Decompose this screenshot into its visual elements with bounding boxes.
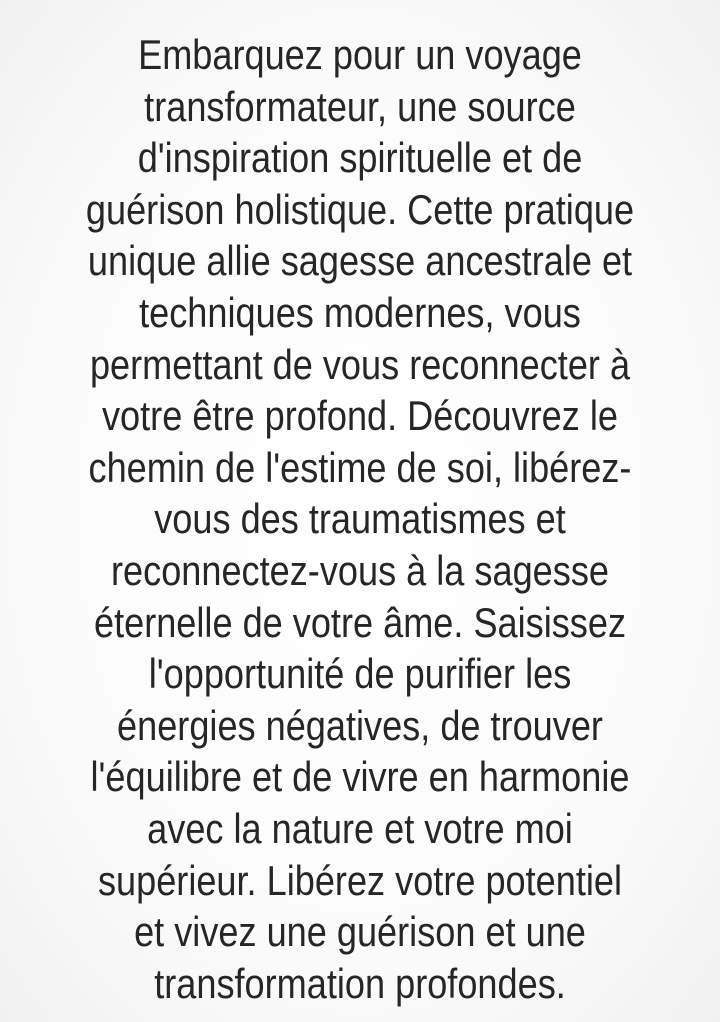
text-line: supérieur. Libérez votre potentiel xyxy=(97,856,623,904)
text-line: l'équilibre et de vivre en harmonie xyxy=(90,753,630,801)
text-line: reconnectez-vous à la sagesse xyxy=(111,546,609,594)
body-paragraph xyxy=(0,29,720,1009)
text-line: vous des traumatismes et xyxy=(154,495,566,543)
text-line: permettant de vous reconnecter à xyxy=(89,340,631,388)
text-line: chemin de l'estime de soi, libérez- xyxy=(88,443,632,491)
text-line: votre être profond. Découvrez le xyxy=(102,392,618,440)
text-line: guérison holistique. Cette pratique xyxy=(85,185,635,233)
text-line: transformation profondes. xyxy=(154,959,566,1007)
text-line: transformateur, une source xyxy=(144,82,576,130)
text-line: l'opportunité de purifier les xyxy=(148,650,572,698)
text-line: d'inspiration spirituelle et de xyxy=(137,134,583,182)
text-line: techniques modernes, vous xyxy=(139,288,581,336)
text-line: avec la nature et votre moi xyxy=(147,804,573,852)
text-line: et vivez une guérison et une xyxy=(134,908,586,956)
text-line: Embarquez pour un voyage xyxy=(138,31,582,78)
text-line: unique allie sagesse ancestrale et xyxy=(87,237,633,285)
text-line: énergies négatives, de trouver xyxy=(117,701,603,749)
text-line: éternelle de votre âme. Saisissez xyxy=(93,598,627,646)
